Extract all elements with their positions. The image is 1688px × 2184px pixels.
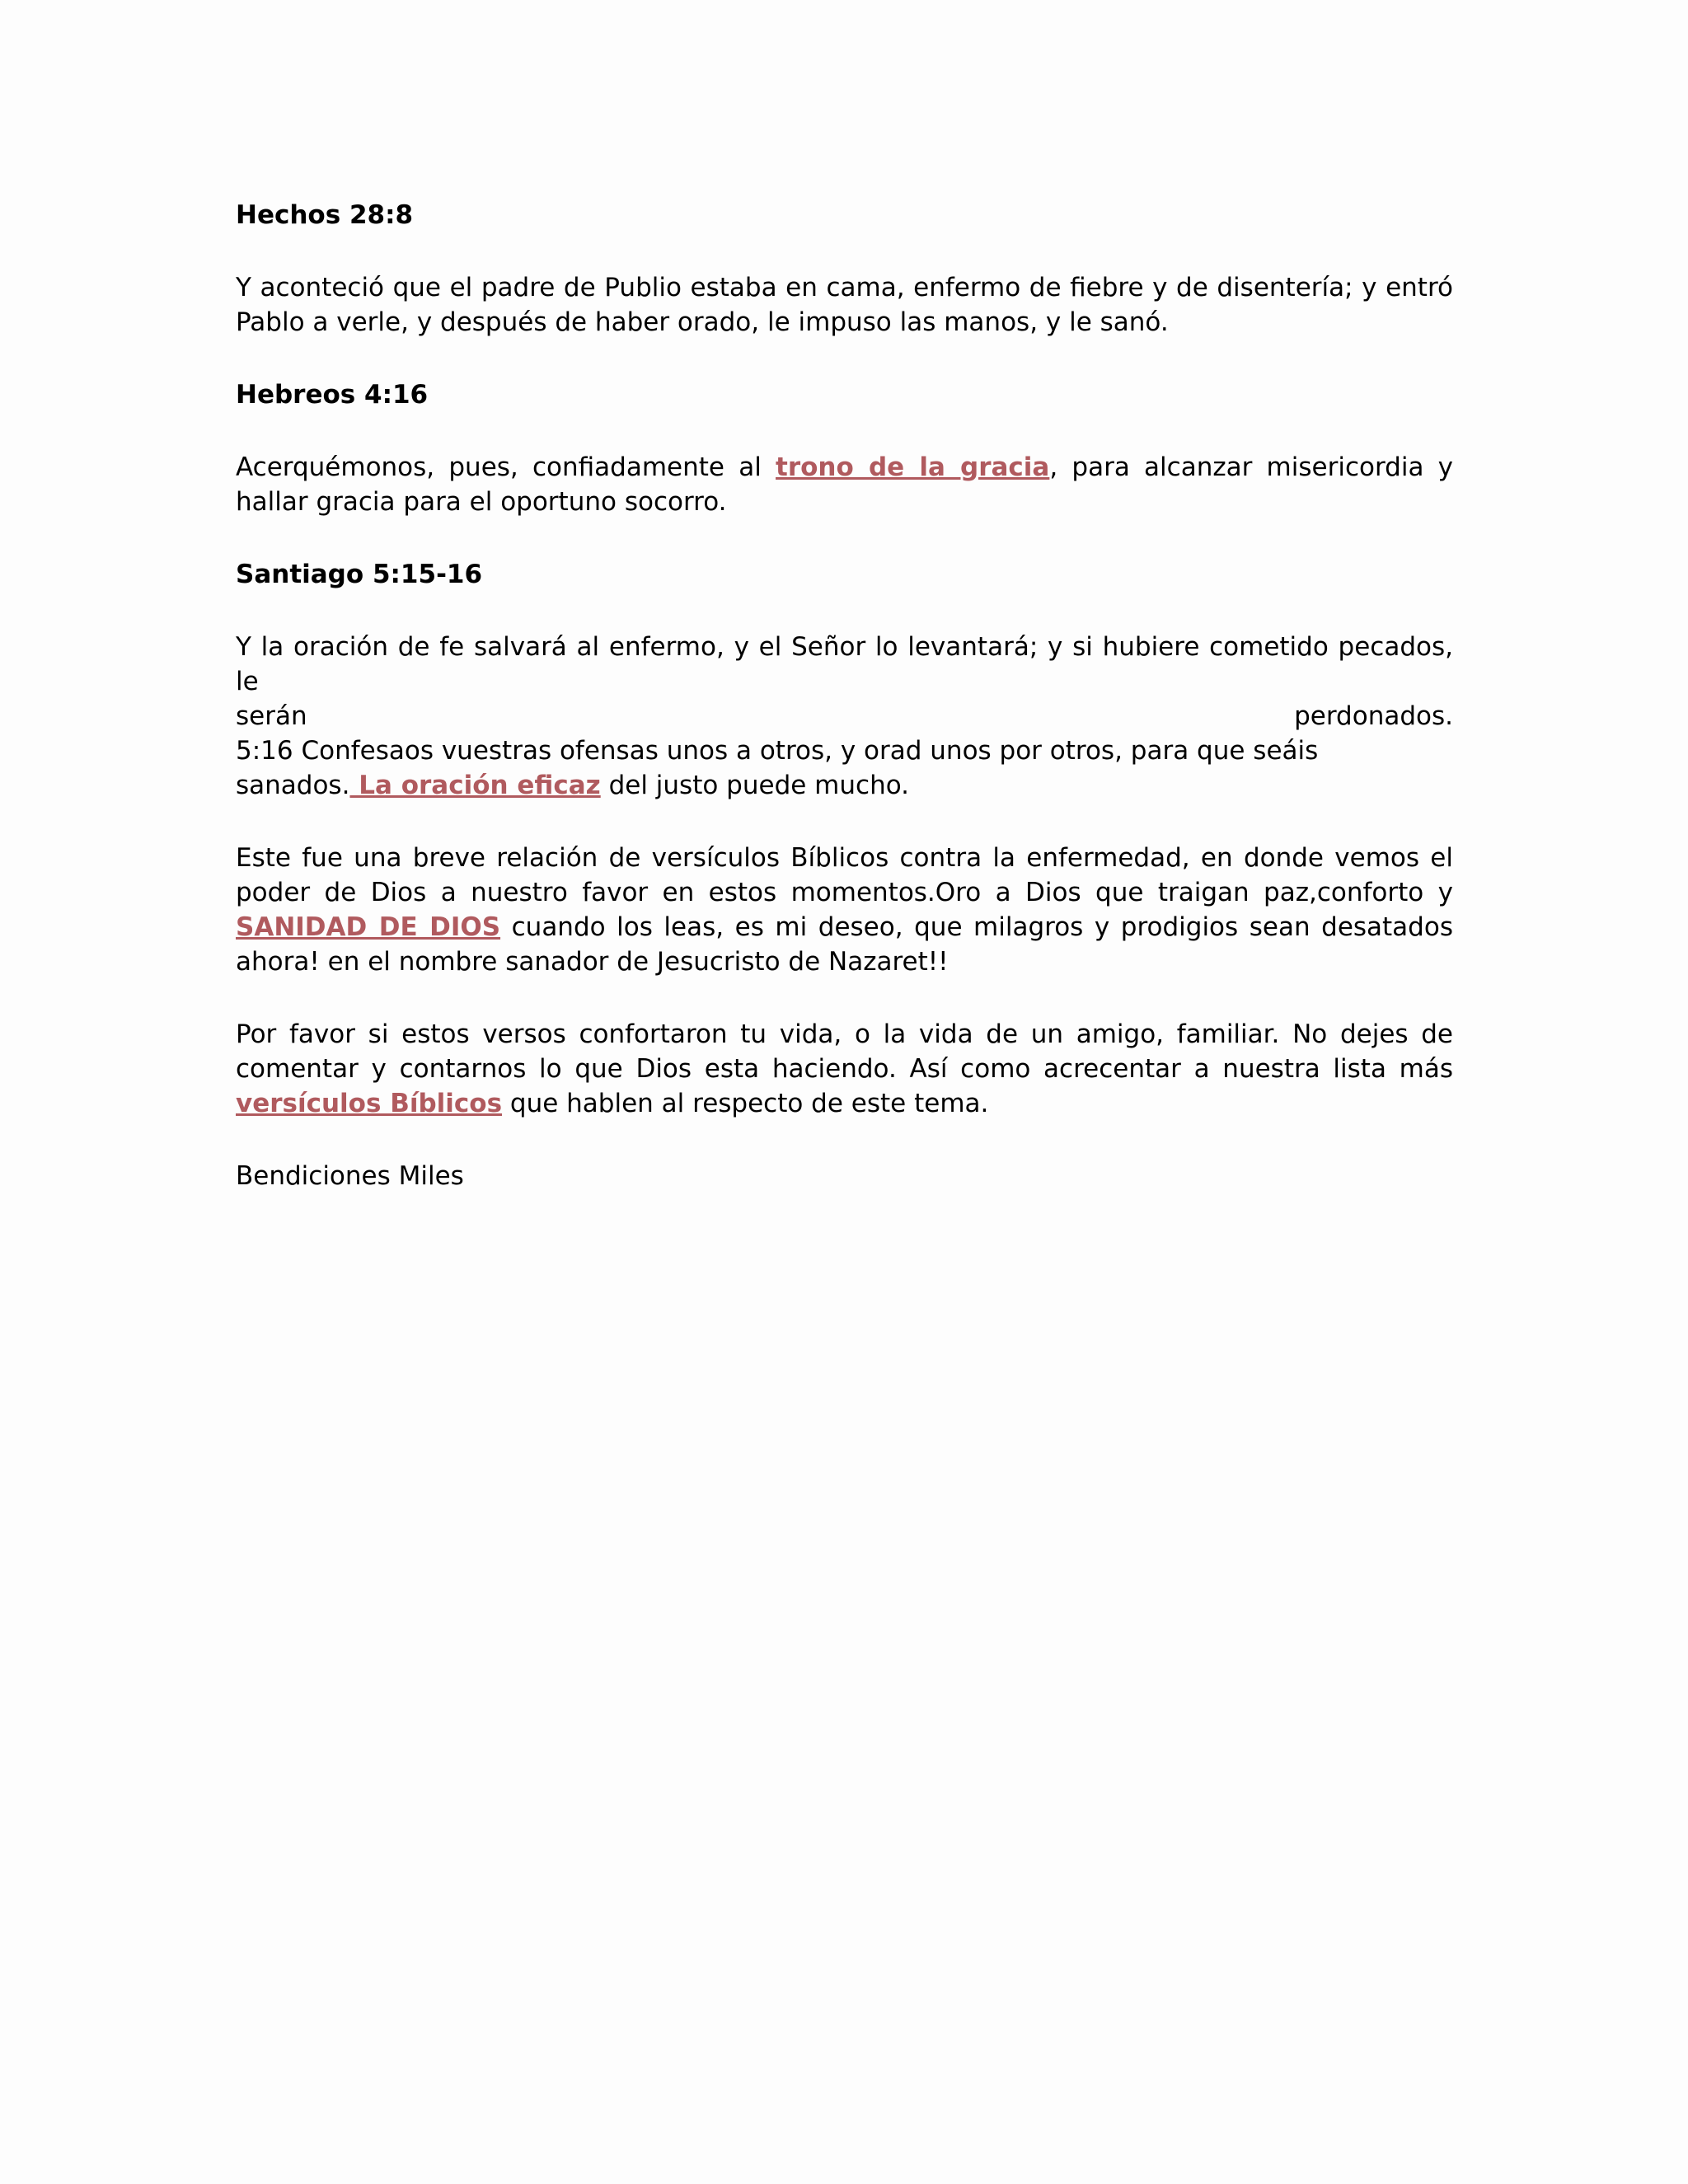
signoff: Bendiciones Miles <box>236 1161 464 1191</box>
verse-text-hebreos-before: Acerquémonos, pues, confiadamente al <box>236 452 776 482</box>
verse-line-3-text: 5:16 Confesaos vuestras ofensas unos a otros, y orad unos por otros, para que seáis <box>236 736 1319 766</box>
verse-line-4 <box>236 768 1453 803</box>
closing-paragraph-1 <box>236 841 1453 979</box>
verse-reference-santiago: Santiago 5:15-16 <box>236 560 483 589</box>
closing-p2-before: Por favor si estos versos confortaron tu vida, o la vida de un amigo, familiar. No dejes de comentar y contarnos lo que Dios esta haciendo. Así como acrecentar a nuestra lista más <box>236 1019 1453 1084</box>
verse-line-2-right: perdonados. <box>1294 701 1453 731</box>
verse-reference-hechos: Hechos 28:8 <box>236 200 414 230</box>
link-trono-de-la-gracia[interactable]: trono de la gracia <box>776 452 1050 482</box>
link-sanidad-de-dios[interactable]: SANIDAD DE DIOS <box>236 912 501 942</box>
verse-line-4-before: sanados. <box>236 771 350 800</box>
verse-line-1 <box>236 630 1453 699</box>
closing-paragraph-2 <box>236 1017 1453 1121</box>
closing-p1-after: cuando los leas, es mi deseo, que milagros y prodigios sean desatados ahora! en el nombre sanador de Jesucristo de Nazaret!! <box>236 912 1453 977</box>
link-la-oracion-eficaz[interactable]: La oración eficaz <box>349 771 601 800</box>
verse-line-2 <box>236 699 1453 733</box>
verse-text-hebreos-after: , para alcanzar misericordia y hallar gracia para el oportuno socorro. <box>236 452 1454 517</box>
closing-p2-after: que hablen al respecto de este tema. <box>502 1089 989 1118</box>
verse-line-1-text: Y la oración de fe salvará al enfermo, y el Señor lo levantará; y si hubiere cometido pecados, le <box>236 632 1453 696</box>
verse-text-hebreos <box>236 450 1453 519</box>
verse-line-4-after: del justo puede mucho. <box>600 771 909 800</box>
verse-text-santiago <box>236 630 1453 803</box>
verse-line-2-left: serán <box>236 701 307 731</box>
verse-reference-hebreos: Hebreos 4:16 <box>236 380 429 410</box>
verse-text-hechos: Y aconteció que el padre de Publio estaba en cama, enfermo de fiebre y de disentería; y entró Pablo a verle, y después de haber orado, le impuso las manos, y le sanó. <box>236 273 1453 337</box>
link-versiculos-biblicos[interactable]: versículos Bíblicos <box>236 1089 503 1118</box>
verse-line-3 <box>236 733 1453 768</box>
closing-p1-before: Este fue una breve relación de versículos Bíblicos contra la enfermedad, en donde vemos el poder de Dios a nuestro favor en estos momentos.Oro a Dios que traigan paz,conforto y <box>236 843 1453 907</box>
document-page <box>236 198 1453 1231</box>
